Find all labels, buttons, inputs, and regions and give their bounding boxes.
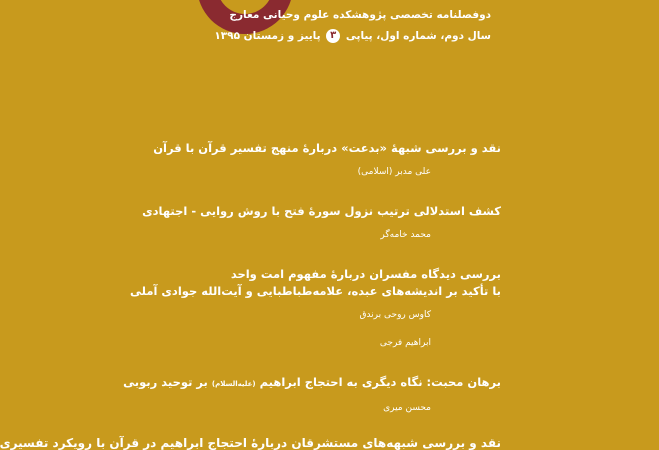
issue-number-badge: ۳ bbox=[326, 29, 340, 43]
article-subtitle: با تأکید بر اندیشه‌های عبده، علامه‌طباطبایی و آیت‌الله جوادی آملی bbox=[130, 284, 501, 298]
journal-header bbox=[161, 6, 491, 45]
article-title[interactable]: نقد و بررسی شبهۀ «بدعت» دربارۀ منهج تفسیر قرآن با قرآن bbox=[153, 141, 501, 155]
article-entry bbox=[81, 266, 501, 350]
issue-season-info: پاییز و زمستان ۱۳۹۵ bbox=[214, 30, 321, 42]
article-title[interactable] bbox=[81, 374, 501, 393]
issue-year-info: سال دوم، شماره اول، پیاپی bbox=[345, 30, 491, 42]
article-author: محمد خامه‌گر bbox=[380, 230, 431, 240]
article-title[interactable]: بررسی دیدگاه مفسران دربارۀ مفهوم امت واحد bbox=[230, 267, 501, 281]
article-author: علی مدبر (اسلامی) bbox=[357, 167, 431, 177]
article-author: محسن میری bbox=[383, 403, 431, 413]
article-title[interactable]: کشف استدلالی ترتیب نزول سورۀ فتح با روش روایی - اجتهادی bbox=[142, 204, 501, 218]
table-of-contents bbox=[81, 140, 501, 439]
article-title-main: برهان محبت: نگاه دیگری به احتجاج ابراهیم bbox=[259, 375, 501, 389]
article-entry bbox=[81, 374, 501, 415]
issue-info bbox=[161, 27, 491, 45]
article-author: ابراهیم فرجی bbox=[379, 338, 431, 348]
cut-off-article-title: نقد و بررسی شبهه‌های مستشرقان دربارۀ احتجاج ابراهیم در قرآن با رویکرد تفسیری bbox=[0, 436, 501, 450]
article-entry bbox=[81, 203, 501, 242]
article-author: کاوس روحی برندق bbox=[359, 310, 431, 320]
journal-subtitle: دوفصلنامه تخصصی پژوهشکده علوم وحیانی معارج bbox=[229, 9, 491, 21]
article-title-honorific: (علیه‌السلام) bbox=[211, 380, 256, 388]
article-entry bbox=[81, 140, 501, 179]
article-title-end: بر توحید ربوبی bbox=[123, 375, 208, 389]
